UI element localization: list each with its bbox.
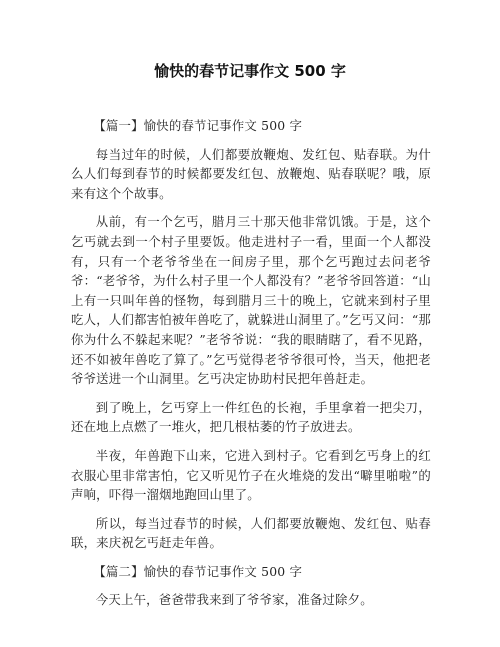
paragraph: 半夜，年兽跑下山来，它进入到村子。它看到乞丐身上的红衣服心里非常害怕，它又听见竹子在火堆烧的发出“噼里啪啦”的声响，吓得一溜烟地跑回山里了。 — [71, 447, 431, 503]
document-title: 愉快的春节记事作文 500 字 — [154, 62, 346, 80]
paragraph: 每当过年的时候，人们都要放鞭炮、发红包、贴春联。为什么人们每到春节的时候都要发红包、放鞭炮、贴春联呢？哦，原来有这个个故事。 — [71, 146, 431, 201]
section-heading-1: 【篇一】愉快的春节记事作文 500 字 — [93, 118, 303, 133]
paragraph: 到了晚上，乞丐穿上一件红色的长袍，手里拿着一把尖刀，还在地上点燃了一堆火，把几根枯萎的竹子放进去。 — [71, 399, 431, 435]
paragraph: 今天上午，爸爸带我来到了爷爷家，准备过除夕。 — [95, 592, 373, 608]
paragraph: 从前，有一个乞丐，腊月三十那天他非常饥饿。于是，这个乞丐就去到一个村子里要饭。他走进村子一看，里面一个人都没有，只有一个老爷爷坐在一间房子里，那个乞丐跑过去问老爷爷：“老爷爷，为什么村子里一个人都没有？”老爷爷回答道：“山上有一只叫年兽的怪物，每到腊月三十的晚上，它就来到村子里吃人，人们都害怕被年兽吃了，就躲进山洞里了。”乞丐又问：“那你为什么不躲起来呢？”老爷爷说：“我的眼睛瞎了，看不见路，还不如被年兽吃了算了。”乞丐觉得老爷爷很可怜，当天，他把老爷爷送进一个山洞里。乞丐决定协助村民把年兽赶走。 — [71, 214, 431, 387]
section-heading-2: 【篇二】愉快的春节记事作文 500 字 — [93, 563, 303, 579]
document-body — [71, 116, 431, 619]
paragraph: 所以，每当过春节的时候，人们都要放鞭炮、发红包、贴春联，来庆祝乞丐赶走年兽。 — [71, 515, 431, 551]
